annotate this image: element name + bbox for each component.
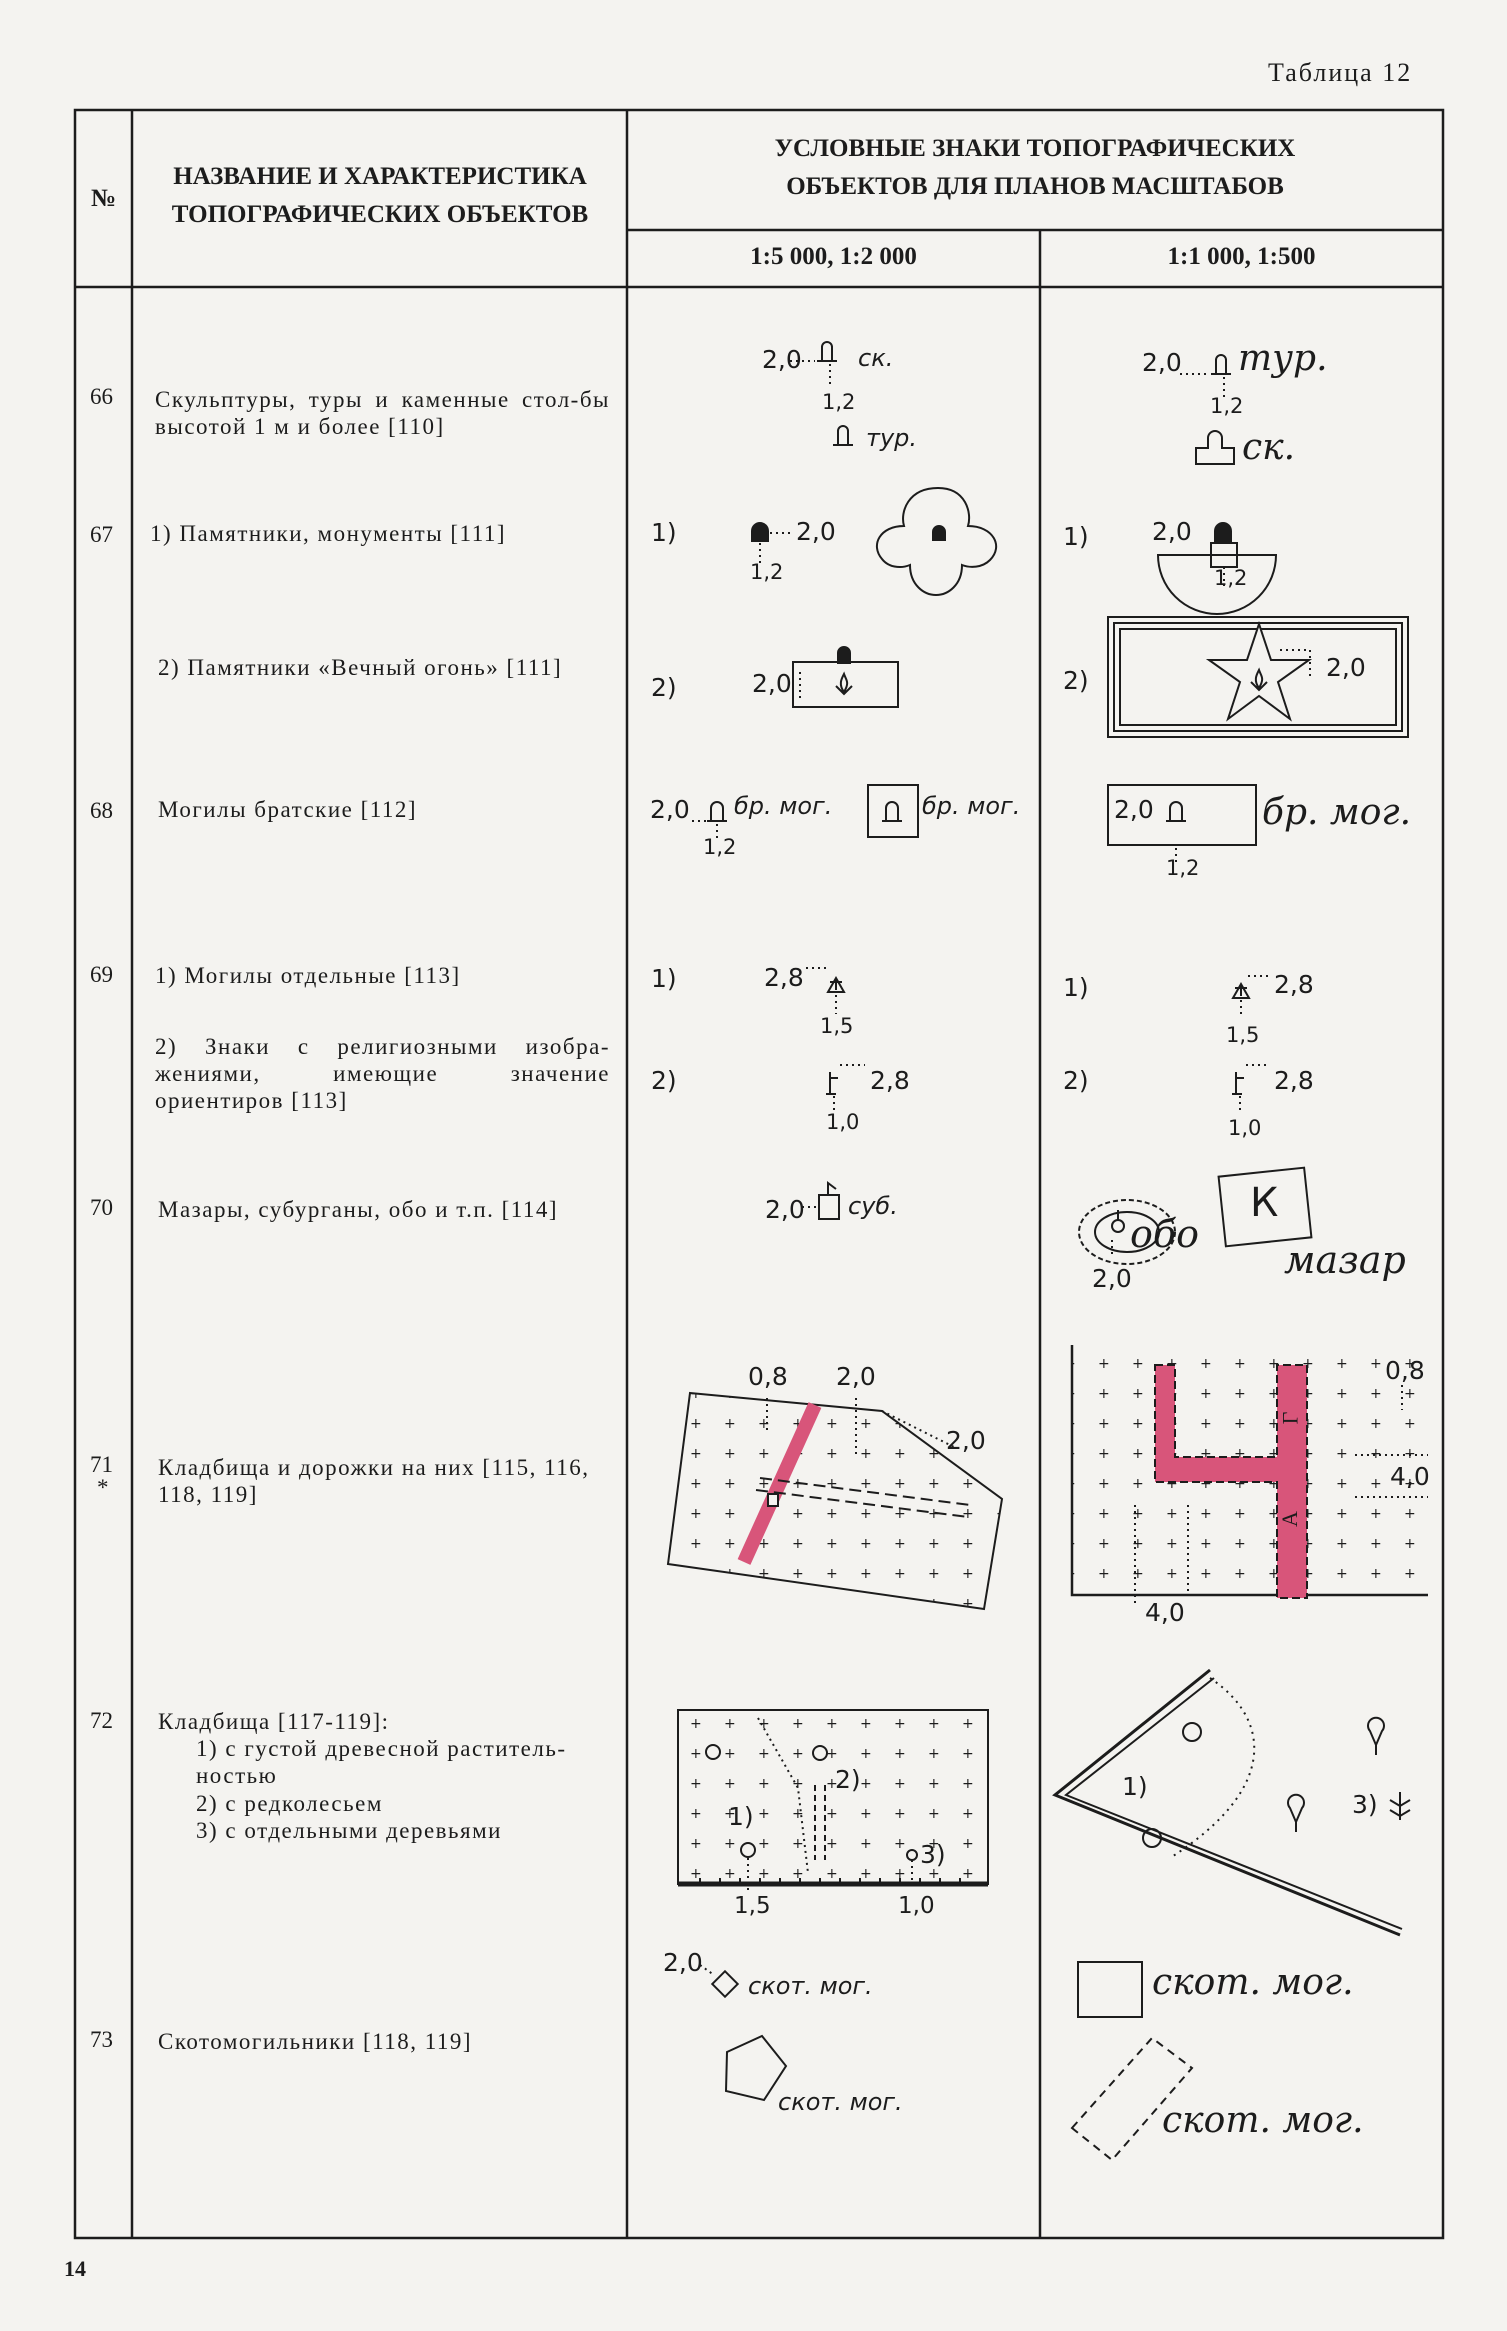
dim-label: 1,0 [826, 1110, 860, 1134]
grave-icon [1233, 976, 1272, 1018]
item-index: 1) [1063, 522, 1089, 551]
sign-label: суб. [848, 1192, 898, 1220]
cattle-burial-icon [1078, 1962, 1142, 2017]
monument-outline-icon [877, 488, 996, 595]
sign-label: мазар [1284, 1238, 1406, 1282]
eternal-flame-icon [793, 647, 898, 707]
sign-label: ск. [1242, 427, 1296, 468]
sign-label: тур. [866, 424, 918, 452]
sculpture-icon [1196, 431, 1234, 464]
item-index: 2) [651, 673, 677, 702]
row-name: Скульптуры, туры и каменные стол-бы высотой 1 м и более [110] [155, 387, 610, 439]
row-name: 2) Памятники «Вечный огонь» [111] [158, 655, 563, 680]
page-number: 14 [64, 2256, 86, 2281]
row-mark: * [97, 1475, 109, 1500]
header-num: № [90, 185, 117, 212]
row-name: Кладбища и дорожки на них [115, 116, 118, 119] [158, 1455, 590, 1507]
sign-label: скот. мог. [1152, 1962, 1354, 2003]
header-name: НАЗВАНИЕ И ХАРАКТЕРИСТИКА ТОПОГРАФИЧЕСКИХ ОБЪЕКТОВ [171, 163, 589, 228]
dim-label: 2,0 [1326, 653, 1366, 682]
dim-label: 2,0 [1152, 517, 1192, 546]
row-name: Могилы братские [112] [158, 797, 418, 822]
header-scale-2: 1:1 000, 1:500 [1167, 243, 1316, 270]
dim-label: 1,0 [898, 1893, 935, 1919]
sign-label: бр. мог. [1262, 792, 1412, 833]
cattle-burial-icon [1072, 2038, 1192, 2160]
dim-label: 4,0 [1145, 1598, 1185, 1627]
item-index: 1) [651, 964, 677, 993]
row-name: 1) Памятники, монументы [111] [150, 521, 507, 546]
dim-label: 2,0 [946, 1426, 986, 1455]
dim-label: 2,0 [752, 669, 792, 698]
dim-label: 0,8 [1385, 1356, 1425, 1385]
sign-label: тур. [1238, 338, 1328, 379]
row-name-item: 3) с отдельными деревьями [196, 1818, 502, 1843]
dim-label: 2,0 [1142, 348, 1182, 377]
cairn-icon [833, 426, 853, 445]
item-index: 2) [1063, 666, 1089, 695]
sign-label: бр. мог. [734, 792, 833, 820]
item-index: 2) [835, 1765, 861, 1794]
row-name: Скотомогильники [118, 119] [158, 2029, 473, 2054]
dim-label: 4,0 [1390, 1462, 1430, 1491]
row-name: Кладбища [117-119]: [158, 1709, 390, 1734]
dim-label: 2,8 [764, 963, 804, 992]
sign-label: скот. мог. [778, 2088, 903, 2116]
road-label: Г [1277, 1411, 1303, 1425]
cemetery-icon [1072, 1345, 1428, 1605]
monument-icon [752, 523, 792, 563]
row-number: 70 [90, 1195, 113, 1220]
dim-label: 1,2 [750, 560, 784, 584]
row-name-item: 1) с густой древесной раститель-ностью [196, 1736, 567, 1788]
religious-sign-icon [826, 1065, 865, 1114]
item-index: 3) [1352, 1790, 1378, 1819]
dim-label: 2,8 [1274, 1066, 1314, 1095]
dim-label: 2,0 [836, 1362, 876, 1391]
dim-label: 2,0 [765, 1195, 805, 1224]
sign-label: скот. мог. [1162, 2100, 1364, 2141]
mazar-letter: К [1250, 1180, 1279, 1226]
item-index: 2) [651, 1066, 677, 1095]
header-signs: УСЛОВНЫЕ ЗНАКИ ТОПОГРАФИЧЕСКИХ ОБЪЕКТОВ ДЛЯ ПЛАНОВ МАСШТАБОВ [774, 135, 1296, 200]
suburgan-icon [802, 1183, 839, 1219]
item-index: 1) [1122, 1772, 1148, 1801]
dim-label: 1,0 [1228, 1116, 1262, 1140]
sign-label: обо [1130, 1212, 1199, 1256]
item-index: 1) [651, 518, 677, 547]
row-number: 68 [90, 798, 113, 823]
sign-label: бр. мог. [922, 792, 1021, 820]
row-number: 69 [90, 962, 113, 987]
dim-label: 2,8 [1274, 970, 1314, 999]
dim-label: 1,2 [1210, 394, 1244, 418]
mass-grave-icon [868, 785, 918, 837]
item-index: 3) [920, 1840, 946, 1869]
row-number: 66 [90, 384, 113, 409]
dim-label: 1,5 [734, 1893, 771, 1919]
road-label: А [1276, 1511, 1302, 1527]
dim-label: 1,5 [1226, 1023, 1260, 1047]
dim-label: 2,8 [870, 1066, 910, 1095]
religious-sign-icon [1232, 1065, 1270, 1114]
dim-label: 2,0 [650, 795, 690, 824]
item-index: 2) [1063, 1066, 1089, 1095]
dim-label: 2,0 [1092, 1264, 1132, 1293]
row-name: 1) Могилы отдельные [113] [155, 963, 461, 988]
dim-label: 1,2 [703, 835, 737, 859]
dim-label: 2,0 [663, 1948, 703, 1977]
row-number: 67 [90, 522, 113, 547]
dim-label: 2,0 [796, 517, 836, 546]
dim-label: 1,2 [1166, 856, 1200, 880]
item-index: 1) [728, 1802, 754, 1831]
row-name-item: 2) с редколесьем [196, 1791, 383, 1816]
dim-label: 1,2 [1214, 566, 1248, 590]
row-name: 2) Знаки с религиозными изобра-жениями, имеющие значение ориентиров [113] [155, 1034, 610, 1113]
row-number: 73 [90, 2027, 113, 2052]
dim-label: 2,0 [1114, 795, 1154, 824]
cattle-burial-icon [726, 2036, 786, 2100]
grave-icon [806, 968, 844, 1014]
row-number: 71 [90, 1452, 113, 1477]
sign-label: скот. мог. [748, 1972, 873, 2000]
item-index: 1) [1063, 973, 1089, 1002]
sign-label: ск. [858, 344, 894, 372]
row-name: Мазары, субурганы, обо и т.п. [114] [158, 1197, 559, 1222]
dim-label: 1,5 [820, 1014, 854, 1038]
row-number: 72 [90, 1708, 113, 1733]
table-caption: Таблица 12 [1268, 58, 1413, 87]
dim-label: 2,0 [762, 345, 802, 374]
dim-label: 1,2 [822, 390, 856, 414]
header-scale-1: 1:5 000, 1:2 000 [750, 243, 917, 270]
cairn-icon [1180, 355, 1231, 399]
cattle-burial-icon [700, 1965, 738, 1997]
dim-label: 0,8 [748, 1362, 788, 1391]
